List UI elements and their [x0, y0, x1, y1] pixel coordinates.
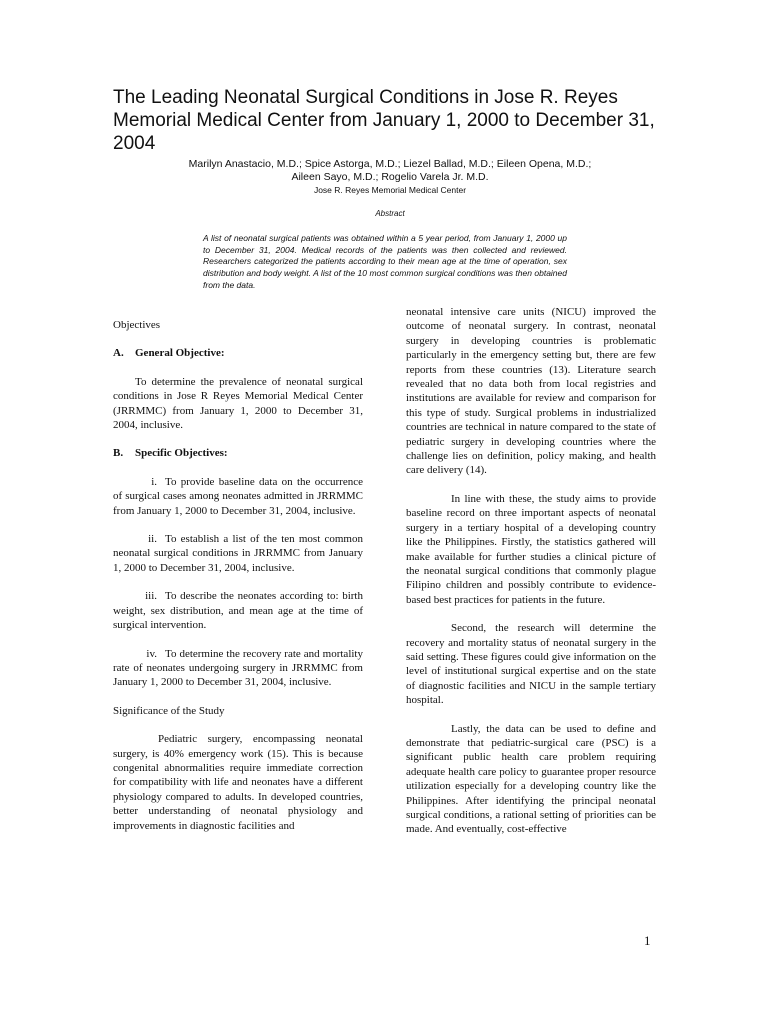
objective-item-number: i. [151, 475, 157, 488]
authors-line-1: Marilyn Anastacio, M.D.; Spice Astorga, M.D.; Liezel Ballad, M.D.; Eileen Opena, M.D.; [188, 158, 592, 170]
specific-objectives-heading [113, 446, 363, 460]
affiliation: Jose R. Reyes Memorial Medical Center [313, 185, 467, 195]
abstract-heading: Abstract [375, 209, 405, 218]
objective-item-number: iii. [145, 590, 157, 603]
paper-title: The Leading Neonatal Surgical Conditions in Jose R. Reyes Memorial Medical Center from January 1, 2000 to December 31, 2004 [113, 87, 655, 154]
objective-item-text: To determine the recovery rate and mortality rate of neonates undergoing surgery in JRRMMC from January 1, 2000 to December 31, 2004, inclusive. [113, 647, 363, 689]
authors-line-2: Aileen Sayo, M.D.; Rogelio Varela Jr. M.D. [291, 171, 489, 183]
right-column [406, 305, 656, 851]
general-objective-text: To determine the prevalence of neonatal surgical conditions in Jose R Reyes Memorial Medical Center (JRRMMC) from January 1, 2000 to December 31, 2004, inclusive. [113, 375, 363, 432]
body-paragraph-2: In line with these, the study aims to provide baseline record on three important aspects of neonatal surgery in a tertiary hospital of a developing country like the Philippines. Firstly, the statistics gathered will make available for further studies a clinical picture of the neonatal surgical conditions that commonly plague Filipino children and possibly contribute to evidence-based best practices for patients in the future. [406, 492, 656, 606]
objective-item [113, 647, 363, 690]
body-paragraph-1: neonatal intensive care units (NICU) improved the outcome of neonatal surgery. In contrast, neonatal surgery in developing countries is problematic particularly in the emergency setting but, there are few reports from these countries (13). Literature search revealed that no data both from local registries and institutions are available for review and comparison for this type of study. Surgical problems in industrialized countries are technical in nature compared to the state of pediatric surgery in developing countries where the challenge lies on definition, policy making, and health care delivery (14). [406, 306, 656, 477]
left-column [113, 318, 363, 847]
body-paragraph-4: Lastly, the data can be used to define and demonstrate that pediatric-surgical care (PSC) is a significant public health care problem requiring adequate health care policy to guarantee proper resource utilization especially for a developing country like the Philippines. After identifying the principal neonatal surgical conditions, a rational setting of priorities can be made. And eventually, cost-effective [406, 722, 656, 836]
specific-objectives-title: Specific Objectives: [135, 447, 228, 460]
objective-item-text: To provide baseline data on the occurrence of surgical cases among neonates admitted in JRRMMC from January 1, 2000 to December 31, 2004, inclusive. [113, 475, 363, 517]
body-paragraph-3: Second, the research will determine the recovery and mortality status of neonatal surgery in the said setting. These figures could give information on the level of institutional surgical expertise and on the state of diagnostic facilities and NICU in the sample tertiary hospital. [406, 622, 656, 707]
general-objective-title: General Objective: [135, 347, 225, 360]
significance-heading: Significance of the Study [113, 704, 225, 717]
objective-item [113, 532, 363, 575]
objectives-heading: Objectives [113, 319, 161, 331]
general-objective-label: A. [113, 347, 124, 360]
objective-item-text: To describe the neonates according to: birth weight, sex distribution, and mean age at the time of surgical intervention. [113, 590, 363, 632]
objective-item [113, 589, 363, 632]
objective-item-number: ii. [148, 533, 157, 546]
objective-item [113, 475, 363, 518]
general-objective-heading [113, 346, 363, 360]
objective-item-text: To establish a list of the ten most common neonatal surgical conditions in JRRMMC from January 1, 2000 to December 31, 2004, inclusive. [113, 533, 363, 574]
author-list [150, 158, 630, 184]
objective-item-number: iv. [146, 647, 157, 660]
specific-objectives-label: B. [113, 447, 124, 460]
page-number: 1 [644, 933, 651, 948]
significance-text: Pediatric surgery, encompassing neonatal surgery, is 40% emergency work (15). This is because congenital abnormalities require immediate correction for compatibility with life and neonates have a different physiology compared to adults. In developed countries, better understanding of neonatal physiology and improvements in diagnostic facilities and [113, 733, 363, 832]
abstract-text: A list of neonatal surgical patients was obtained within a 5 year period, from January 1, 2000 up to December 31, 2004. Medical records of the patients was then collected and reviewed. Researchers categorized the patients according to their mean age at the time of operation, sex distribution and body weight. A list of the 10 most common surgical conditions was then obtained from the data. [203, 233, 567, 290]
